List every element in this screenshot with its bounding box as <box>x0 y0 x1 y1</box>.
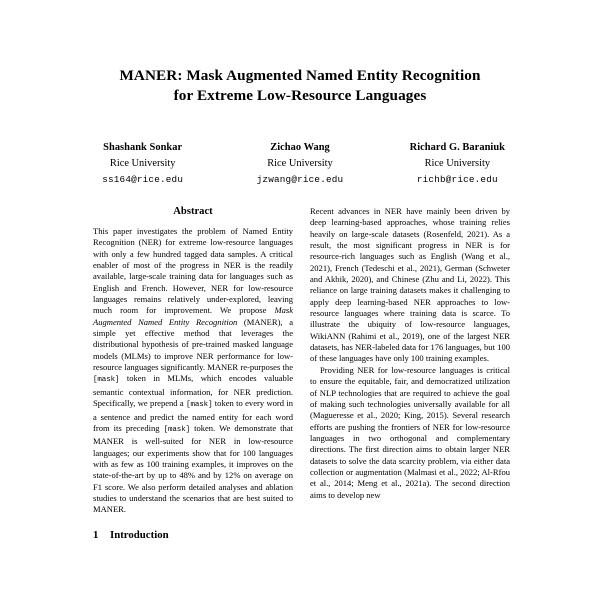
paper-title-line-1: MANER: Mask Augmented Named Entity Recognition <box>119 67 481 84</box>
mask-token: [mask] <box>163 425 190 434</box>
mask-token: [mask] <box>186 401 213 410</box>
paper-title-line-2: for Extreme Low-Resource Languages <box>173 87 427 104</box>
author-affiliation: Rice University <box>109 157 176 169</box>
author-list <box>0 140 600 188</box>
column-right <box>310 206 510 541</box>
author-block <box>379 140 536 188</box>
author-name: Zichao Wang <box>270 142 330 153</box>
abstract-part-2: (MANER), a simple yet effective method that leverages the distributional hypothesis of pre-trained masked language models (MLMs) to improve NER performance for low-resource languages significantly. MANER re-purposes the <box>93 316 293 373</box>
intro-paragraph-2: Providing NER for low-resource languages is critical to ensure the equitable, fair, and democratized utilization of NLP technologies that are required to achieve the goal of making such technologies universally available for all (Magueresse et al., 2020; King, 2015). Several research efforts are pushing the frontiers of NER for low-resource languages in two orthogonal and complementary directions. The first direction aims to obtain larger NER datasets to solve the data scarcity problem, via either data collection or augmentation (Malmasi et al., 2022; Al-Rfou et al., 2014; Meng et al., 2021a). The second direction aims to develop new <box>310 364 510 500</box>
section-number: 1 <box>93 528 99 541</box>
abstract-heading: Abstract <box>173 206 213 217</box>
author-name: Richard G. Baraniuk <box>409 142 505 153</box>
author-affiliation: Rice University <box>267 157 333 169</box>
title-block <box>0 0 600 106</box>
abstract-part-5: token. We demonstrate that MANER is well-suited for NER in low-resource languages; our experiments show that for 100 languages with as few as 100 training examples, it improves on the state-of-the-art by up to 48% and by 12% on average on F1 score. We also perform detailed analyses and ablation studies to understand the scenarios that are best suited to MANER. <box>93 422 294 515</box>
column-left <box>93 206 293 541</box>
body-columns <box>0 206 600 541</box>
abstract-part-4: token to every word in a sentence and predict the named entity for each word from its preceding <box>93 398 294 433</box>
mask-token: [mask] <box>93 376 120 385</box>
section-heading-introduction <box>93 529 293 541</box>
abstract-text <box>93 226 293 516</box>
intro-paragraph-1: Recent advances in NER have mainly been driven by deep learning-based approaches, whose training relies heavily on large-scale datasets (Rosenfeld, 2021). As a result, the most significant progress in NER is for resource-rich languages such as English (Wang et al., 2021), French (Tedeschi et al., 2021), German (Schweter and Akbik, 2020), and Chinese (Zhu and Li, 2022). This reliance on large training datasets makes it challenging to apply deep learning-based NER approaches to low-resource languages where training data is scarce. To illustrate the ubiquity of low-resource languages, WikiANN (Rahimi et al., 2019), one of the largest NER datasets, has NER-labeled data for 176 languages, but 100 of these languages have only 100 training examples. <box>310 206 510 364</box>
author-email[interactable]: jzwang@rice.edu <box>256 174 344 185</box>
author-email[interactable]: ss164@rice.edu <box>102 174 184 185</box>
author-email[interactable]: richb@rice.edu <box>416 174 498 185</box>
author-affiliation: Rice University <box>424 157 491 169</box>
author-name: Shashank Sonkar <box>103 142 183 153</box>
page-title <box>80 66 520 106</box>
section-title: Introduction <box>110 528 169 541</box>
abstract-italic-term: Mask Augmented Named Entity Recognition <box>93 305 293 327</box>
author-block <box>221 140 378 188</box>
abstract-part-3: token in MLMs, which encodes valuable semantic contextual information, for NER prediction. Specifically, we prepend a <box>93 373 293 409</box>
author-block <box>64 140 221 188</box>
abstract-part-1: This paper investigates the problem of Named Entity Recognition (NER) for extreme low-resource languages with only a few hundred tagged data samples. A critical enabler of most of the progress in NER is the readily available, large-scale training data for languages such as English and French. However, NER for low-resource languages remains relatively under-explored, leaving much room for improvement. We propose <box>93 226 293 316</box>
